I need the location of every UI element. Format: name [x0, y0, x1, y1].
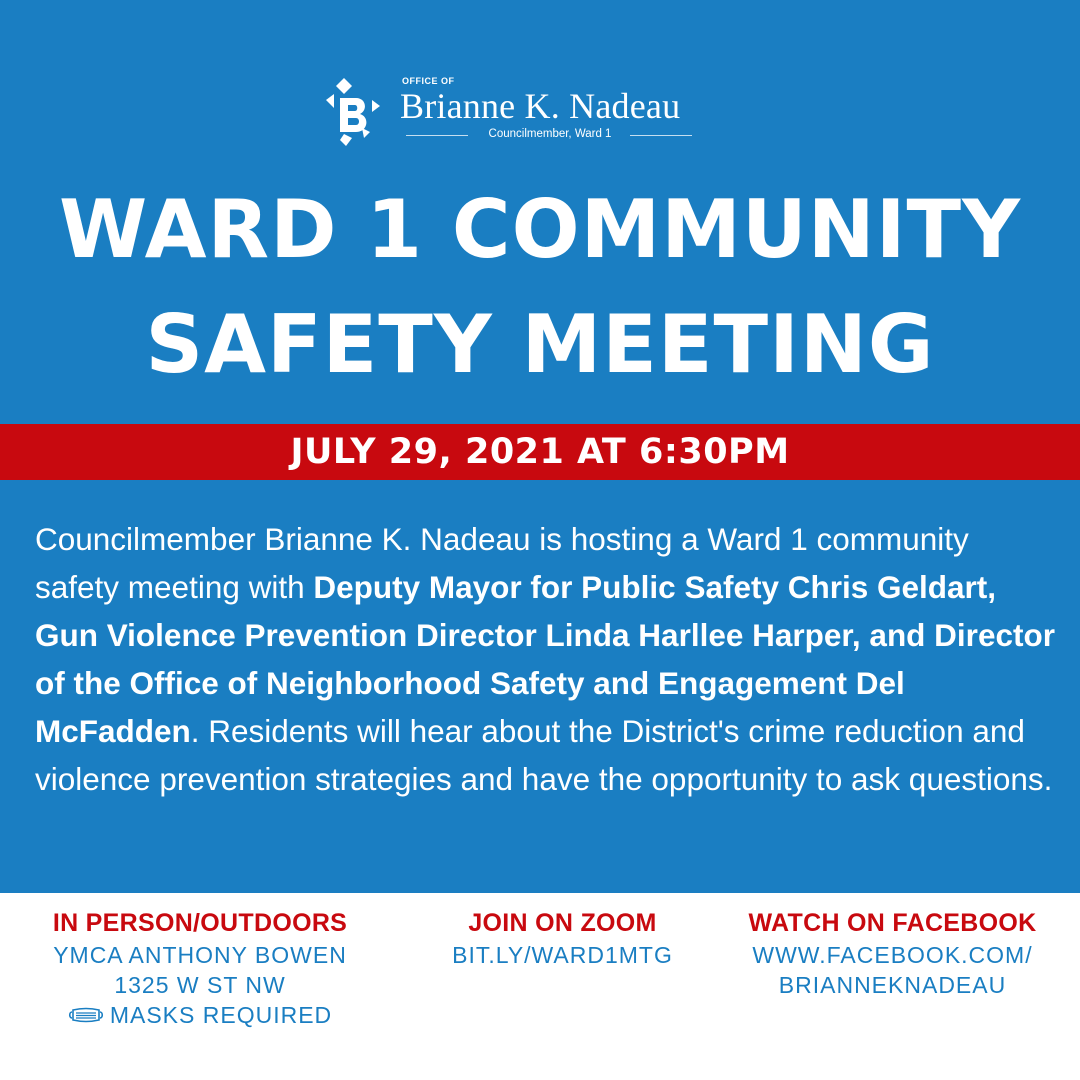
description-outro: . Residents will hear about the District's crime reduction and violence prevention strategies and have the opportunity to ask questions. — [35, 713, 1053, 797]
face-mask-icon — [68, 1006, 104, 1024]
logo-divider-left — [406, 135, 468, 136]
zoom-column — [400, 906, 725, 970]
venue-address: 1325 W ST NW — [114, 972, 286, 998]
facebook-link-line-1[interactable]: WWW.FACEBOOK.COM/ — [752, 942, 1033, 968]
logo-subtitle: Councilmember, Ward 1 — [488, 128, 612, 140]
facebook-column — [720, 906, 1065, 1000]
logo-subtitle-row — [400, 128, 700, 142]
title-line-2: SAFETY MEETING — [145, 298, 935, 391]
meeting-description — [35, 515, 1055, 803]
zoom-link[interactable]: BIT.LY/WARD1MTG — [452, 942, 673, 968]
facebook-link-line-2[interactable]: BRIANNEKNADEAU — [778, 972, 1007, 998]
ward-b-logo-icon — [322, 76, 386, 146]
masks-notice — [20, 1000, 380, 1031]
in-person-column — [20, 906, 380, 1031]
office-logo — [322, 72, 712, 152]
facebook-heading: WATCH ON FACEBOOK — [748, 909, 1037, 937]
logo-office-label: OFFICE OF — [402, 76, 455, 86]
title-line-1: WARD 1 COMMUNITY — [58, 183, 1022, 276]
in-person-heading: IN PERSON/OUTDOORS — [52, 909, 348, 937]
zoom-heading: JOIN ON ZOOM — [468, 909, 657, 937]
description-speakers: Deputy Mayor for Public Safety Chris Geldart, Gun Violence Prevention Director Linda Harllee Harper, and Director of the Office of Neighborhood Safety and Engagement Del McFadden — [35, 569, 1055, 749]
logo-name: Brianne K. Nadeau — [400, 86, 681, 126]
masks-required-label: MASKS REQUIRED — [109, 1002, 333, 1028]
description-intro: Councilmember Brianne K. Nadeau is hosting a Ward 1 community safety meeting with — [35, 521, 969, 605]
logo-divider-right — [630, 135, 692, 136]
date-banner: JULY 29, 2021 AT 6:30PM — [290, 432, 790, 472]
venue-name: YMCA ANTHONY BOWEN — [53, 942, 347, 968]
